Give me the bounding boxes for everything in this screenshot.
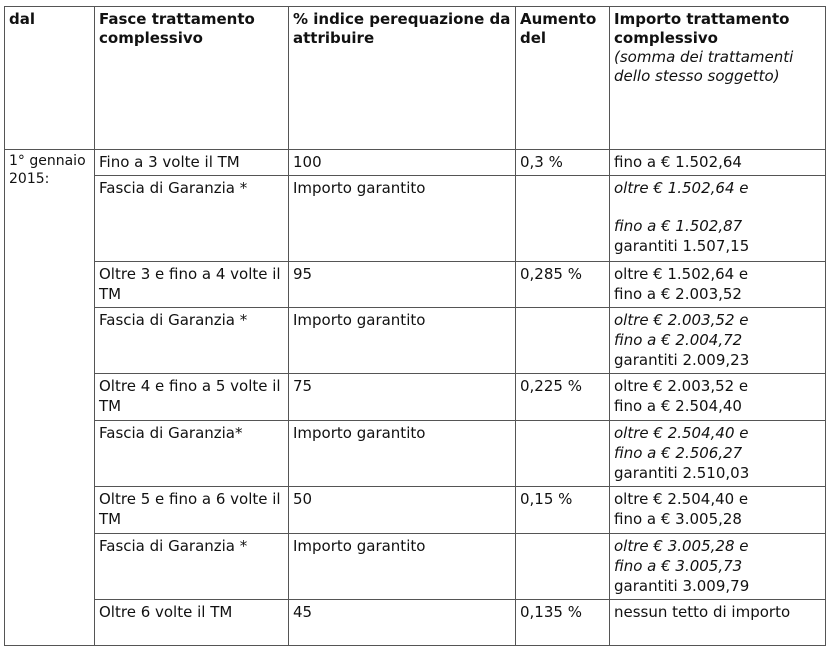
importo-line: fino a € 2.003,52 [614, 285, 742, 303]
aumento-cell: 0,285 % [516, 262, 610, 308]
fascia-cell: Oltre 4 e fino a 5 volte il TM [95, 374, 289, 421]
importo-cell [610, 262, 826, 308]
importo-italic-line: fino a € 1.502,87 [614, 217, 743, 235]
table-row [5, 262, 826, 308]
header-dal: dal [5, 7, 95, 150]
date-cell: 1° gennaio 2015: [5, 150, 95, 646]
indice-cell: Importo garantito [289, 421, 516, 487]
table-row [5, 600, 826, 646]
perequazione-table [4, 6, 826, 646]
importo-line: garantiti 2.009,23 [614, 351, 750, 369]
header-row [5, 7, 826, 150]
table-row [5, 534, 826, 600]
header-importo-label: Importo trattamento complessivo [614, 10, 790, 47]
table-row [5, 421, 826, 487]
table-row [5, 150, 826, 176]
importo-gap [614, 198, 821, 216]
importo-cell [610, 150, 826, 176]
fascia-cell: Fascia di Garanzia * [95, 176, 289, 262]
header-fasce: Fasce trattamento complessivo [95, 7, 289, 150]
header-indice: % indice perequazione da attribuire [289, 7, 516, 150]
fascia-cell: Fino a 3 volte il TM [95, 150, 289, 176]
indice-cell: Importo garantito [289, 534, 516, 600]
importo-line: fino a € 2.504,40 [614, 397, 742, 415]
aumento-cell: 0,135 % [516, 600, 610, 646]
indice-cell: Importo garantito [289, 176, 516, 262]
table-row [5, 176, 826, 262]
importo-italic-line: fino a € 3.005,73 [614, 557, 743, 575]
importo-italic-line: fino a € 2.004,72 [614, 331, 743, 349]
importo-italic-line: oltre € 2.504,40 e [614, 424, 749, 442]
importo-cell [610, 374, 826, 421]
importo-cell [610, 600, 826, 646]
aumento-cell: 0,3 % [516, 150, 610, 176]
header-importo [610, 7, 826, 150]
importo-italic-line: oltre € 1.502,64 e [614, 179, 749, 197]
table-row [5, 308, 826, 374]
indice-cell: 100 [289, 150, 516, 176]
indice-cell: Importo garantito [289, 308, 516, 374]
indice-cell: 50 [289, 487, 516, 534]
importo-line: oltre € 2.504,40 e [614, 490, 749, 508]
importo-line: oltre € 1.502,64 e [614, 265, 749, 283]
fascia-cell: Oltre 3 e fino a 4 volte il TM [95, 262, 289, 308]
aumento-cell [516, 308, 610, 374]
importo-cell [610, 176, 826, 262]
importo-line: fino a € 1.502,64 [614, 153, 742, 171]
aumento-cell: 0,15 % [516, 487, 610, 534]
fascia-cell: Fascia di Garanzia * [95, 308, 289, 374]
importo-line: nessun tetto di importo [614, 603, 791, 621]
importo-line: oltre € 2.003,52 e [614, 377, 749, 395]
header-importo-note: (somma dei trattamenti dello stesso soggetto) [614, 48, 794, 85]
importo-cell [610, 421, 826, 487]
aumento-cell [516, 534, 610, 600]
importo-cell [610, 487, 826, 534]
importo-cell [610, 534, 826, 600]
indice-cell: 95 [289, 262, 516, 308]
importo-line: garantiti 1.507,15 [614, 237, 750, 255]
importo-italic-line: oltre € 3.005,28 e [614, 537, 749, 555]
importo-cell [610, 308, 826, 374]
indice-cell: 75 [289, 374, 516, 421]
fascia-cell: Oltre 5 e fino a 6 volte il TM [95, 487, 289, 534]
fascia-cell: Fascia di Garanzia* [95, 421, 289, 487]
importo-italic-line: oltre € 2.003,52 e [614, 311, 749, 329]
table-row [5, 374, 826, 421]
aumento-cell: 0,225 % [516, 374, 610, 421]
aumento-cell [516, 176, 610, 262]
importo-line: garantiti 3.009,79 [614, 577, 750, 595]
indice-cell: 45 [289, 600, 516, 646]
importo-line: fino a € 3.005,28 [614, 510, 742, 528]
importo-italic-line: fino a € 2.506,27 [614, 444, 743, 462]
fascia-cell: Oltre 6 volte il TM [95, 600, 289, 646]
table-row [5, 487, 826, 534]
fascia-cell: Fascia di Garanzia * [95, 534, 289, 600]
header-aumento: Aumento del [516, 7, 610, 150]
aumento-cell [516, 421, 610, 487]
importo-line: garantiti 2.510,03 [614, 464, 750, 482]
